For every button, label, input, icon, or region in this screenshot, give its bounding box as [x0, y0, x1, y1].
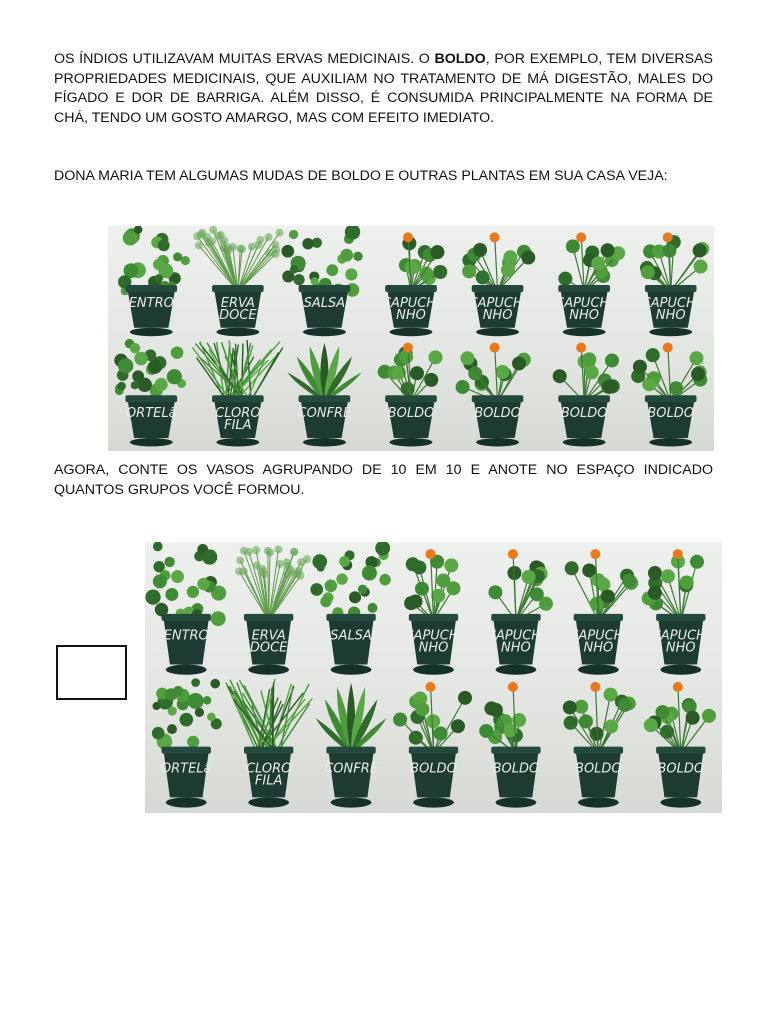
svg-text:BOLDO: BOLDO: [492, 761, 540, 777]
pot-bottom: [393, 682, 472, 808]
pot-top: [235, 546, 311, 675]
svg-text:ENTRO: ENTRO: [163, 628, 209, 644]
story-paragraph: DONA MARIA TEM ALGUMAS MUDAS DE BOLDO E OUTRAS PLANTAS EM SUA CASA VEJA:: [54, 168, 668, 184]
pot-bottom: [563, 682, 636, 808]
pot-bottom: [226, 679, 312, 808]
svg-text:BOLDO: BOLDO: [387, 406, 435, 422]
svg-text:NHO: NHO: [583, 640, 614, 656]
pot-bottom: [456, 343, 531, 447]
svg-text:NHO: NHO: [501, 640, 531, 656]
svg-text:SALSA: SALSA: [330, 628, 372, 644]
svg-text:DOCE: DOCE: [219, 307, 257, 323]
svg-text:CLORO: CLORO: [245, 761, 292, 777]
pot-top: [565, 549, 639, 675]
svg-text:CONFRE: CONFRE: [297, 406, 352, 422]
pot-top: [118, 226, 190, 336]
svg-text:CAPUCHI: CAPUCHI: [468, 295, 527, 311]
instruction-paragraph: AGORA, CONTE OS VASOS AGRUPANDO DE 10 EM 10 E ANOTE NO ESPAÇO INDICADO QUANTOS GRUPOS VOCÊ FORMOU.: [54, 462, 713, 498]
pot-bottom: [287, 343, 361, 447]
svg-text:BOLDO: BOLDO: [575, 761, 622, 777]
pot-top: [640, 232, 709, 336]
svg-text:BOLDO: BOLDO: [474, 406, 521, 422]
svg-text:BOLDO: BOLDO: [560, 406, 608, 422]
svg-text:NHO: NHO: [569, 307, 600, 323]
answer-box[interactable]: [56, 645, 127, 700]
pot-bottom: [114, 339, 186, 447]
pot-bottom: [378, 343, 443, 447]
pot-top: [281, 226, 362, 336]
pot-bottom: [631, 343, 707, 447]
svg-text:CAPUCHI: CAPUCHI: [641, 295, 700, 311]
svg-text:CAPUCHI: CAPUCHI: [381, 295, 441, 311]
svg-text:ORTELã: ORTELã: [160, 761, 212, 777]
svg-text:ERVA: ERVA: [251, 628, 286, 644]
intro-text-1: OS ÍNDIOS UTILIZAVAM MUITAS ERVAS MEDICINAIS. O: [54, 51, 435, 67]
svg-text:SALSA: SALSA: [303, 295, 346, 311]
svg-text:DOCE: DOCE: [249, 640, 288, 656]
plants-photo-bottom: [145, 542, 722, 813]
intro-text-2: , POR EXEMPLO, TEM DIVERSAS PROPRIEDADES MEDICINAIS, QUE AUXILIAM NO TRATAMENTO DE MÁ DIGESTÃO, MALES DO FÍGADO E DOR DE BARRIGA. ALÉM DISSO, É CONSUMIDA PRINCIPALMENTE NA FORMA DE CHÁ, TENDO UM GOSTO AMARGO, MAS COM EFEITO IMEDIATO.: [54, 51, 713, 126]
svg-text:NHO: NHO: [396, 307, 426, 323]
pot-bottom: [479, 682, 540, 808]
pot-bottom: [553, 343, 620, 447]
pot-top: [642, 549, 710, 675]
svg-text:NHO: NHO: [655, 307, 686, 323]
pot-top: [555, 232, 625, 336]
pot-top: [310, 542, 390, 675]
pot-top: [404, 549, 463, 675]
svg-text:CONFRE: CONFRE: [324, 761, 378, 777]
svg-text:NHO: NHO: [482, 307, 513, 323]
pot-top: [382, 232, 447, 336]
boldo-highlight: BOLDO: [434, 51, 486, 67]
pot-bottom: [152, 678, 222, 807]
pot-top: [462, 232, 535, 336]
svg-text:ORTELã: ORTELã: [125, 406, 177, 422]
pot-bottom: [316, 683, 387, 808]
intro-paragraph: [54, 50, 713, 128]
pot-bottom: [644, 682, 716, 808]
pot-top: [145, 542, 226, 675]
svg-text:ENTRO: ENTRO: [128, 295, 174, 311]
svg-text:CAPUCHI: CAPUCHI: [569, 628, 628, 644]
svg-text:BOLDO: BOLDO: [657, 761, 705, 777]
svg-text:CAPUCHI: CAPUCHI: [651, 628, 710, 644]
svg-text:CAPUCHI: CAPUCHI: [486, 628, 545, 644]
svg-text:NHO: NHO: [418, 640, 449, 656]
svg-text:BOLDO: BOLDO: [647, 406, 695, 422]
svg-text:CLORO: CLORO: [215, 406, 261, 422]
svg-text:CAPUCHI: CAPUCHI: [404, 628, 463, 644]
svg-text:FILA: FILA: [254, 773, 283, 789]
pot-bottom: [192, 340, 282, 447]
pot-top: [487, 549, 553, 675]
plants-photo-top: [108, 226, 714, 451]
svg-text:FILA: FILA: [224, 418, 252, 434]
svg-text:ERVA: ERVA: [220, 295, 255, 311]
svg-text:BOLDO: BOLDO: [410, 761, 457, 777]
svg-text:NHO: NHO: [665, 640, 696, 656]
svg-text:CAPUCHI: CAPUCHI: [555, 295, 614, 311]
pot-top: [193, 226, 283, 336]
